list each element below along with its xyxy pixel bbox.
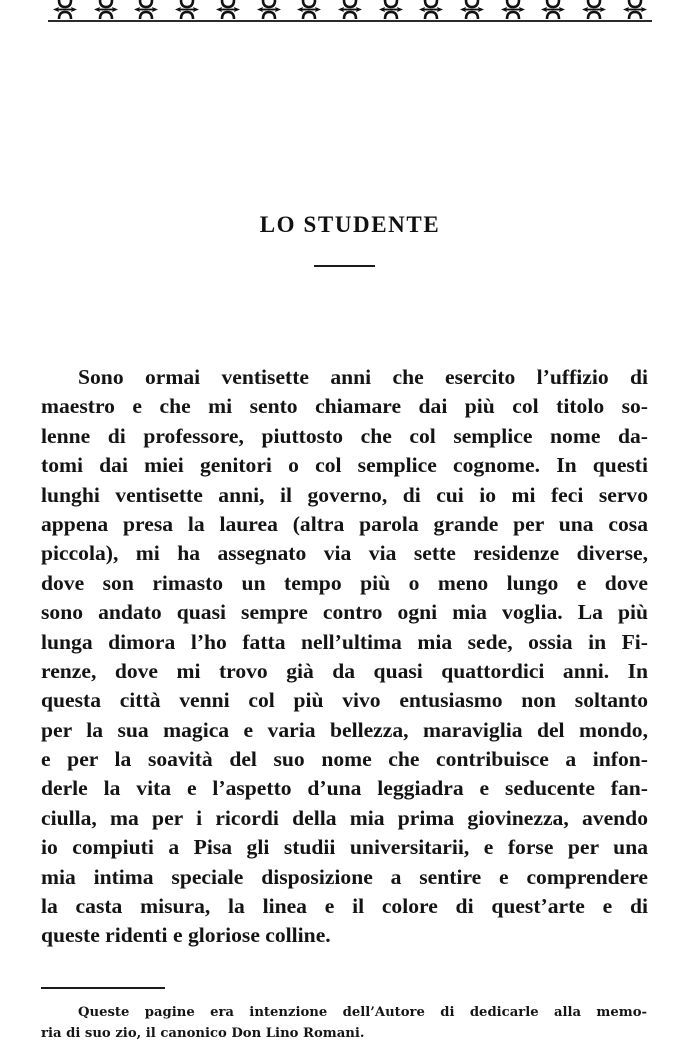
text-line: appena presa la laurea (altra parola grande per una cosa bbox=[41, 511, 648, 536]
text-line: io compiuti a Pisa gli studii universitarii, e forse per una bbox=[41, 835, 648, 860]
ornament-icon bbox=[581, 0, 607, 20]
text-line: per la sua magica e varia bellezza, maraviglia del mondo, bbox=[41, 717, 648, 742]
ornament-icon bbox=[52, 0, 78, 20]
text-line: queste ridenti e gloriose colline. bbox=[41, 923, 331, 948]
text-line: lunga dimora l’ho fatta nell’ultima mia sede, ossia in Fi- bbox=[41, 629, 648, 654]
text-line: questa città venni col più vivo entusiasmo non soltanto bbox=[41, 688, 648, 713]
ornament-icon bbox=[215, 0, 241, 20]
ornament-icon bbox=[133, 0, 159, 20]
text-line: piccola), mi ha assegnato via via sette residenze diverse, bbox=[41, 541, 648, 566]
footnote bbox=[41, 1002, 647, 1044]
text-line: maestro e che mi sento chiamare dai più col titolo so- bbox=[41, 394, 648, 419]
title-rule bbox=[314, 265, 375, 267]
text-line: e per la soavità del suo nome che contribuisce a infon- bbox=[41, 747, 648, 772]
body-paragraph bbox=[41, 363, 648, 951]
text-line: la casta misura, la linea e il colore di quest’arte e di bbox=[41, 894, 648, 919]
text-line: Sono ormai ventisette anni che esercito l’uffizio di bbox=[78, 365, 648, 389]
text-line: dove son rimasto un tempo più o meno lungo e dove bbox=[41, 570, 648, 595]
ornament-icon bbox=[337, 0, 363, 20]
ornament-icon bbox=[93, 0, 119, 20]
ornament-icon bbox=[418, 0, 444, 20]
text-line: tomi dai miei genitori o col semplice cognome. In questi bbox=[41, 453, 648, 478]
ornament-icon bbox=[459, 0, 485, 20]
text-line: lunghi ventisette anni, il governo, di cui io mi feci servo bbox=[41, 482, 648, 507]
ornament-row bbox=[48, 0, 652, 20]
footnote-line: Queste pagine era intenzione dell’Autore di dedicarle alla memo- bbox=[78, 1005, 647, 1020]
footnote-rule bbox=[41, 987, 165, 989]
ornament-icon bbox=[174, 0, 200, 20]
ornament-icon bbox=[296, 0, 322, 20]
ornament-icon bbox=[378, 0, 404, 20]
ornament-icon bbox=[622, 0, 648, 20]
header-ornament-band bbox=[48, 0, 652, 24]
text-line: renze, dove mi trovo già da quasi quattordici anni. In bbox=[41, 658, 648, 683]
text-line: lenne di professore, piuttosto che col semplice nome da- bbox=[41, 423, 648, 448]
footnote-line: ria di suo zio, il canonico Don Lino Romani. bbox=[41, 1026, 365, 1041]
text-line: derle la vita e l’aspetto d’una leggiadra e seducente fan- bbox=[41, 776, 648, 801]
chapter-title: LO STUDENTE bbox=[259, 212, 441, 237]
header-rule bbox=[48, 20, 652, 22]
ornament-icon bbox=[540, 0, 566, 20]
ornament-icon bbox=[500, 0, 526, 20]
text-line: sono andato quasi sempre contro ogni mia voglia. La più bbox=[41, 600, 648, 625]
text-line: ciulla, ma per i ricordi della mia prima giovinezza, avendo bbox=[41, 805, 648, 830]
text-line: mia intima speciale disposizione a sentire e comprendere bbox=[41, 864, 648, 889]
ornament-icon bbox=[256, 0, 282, 20]
